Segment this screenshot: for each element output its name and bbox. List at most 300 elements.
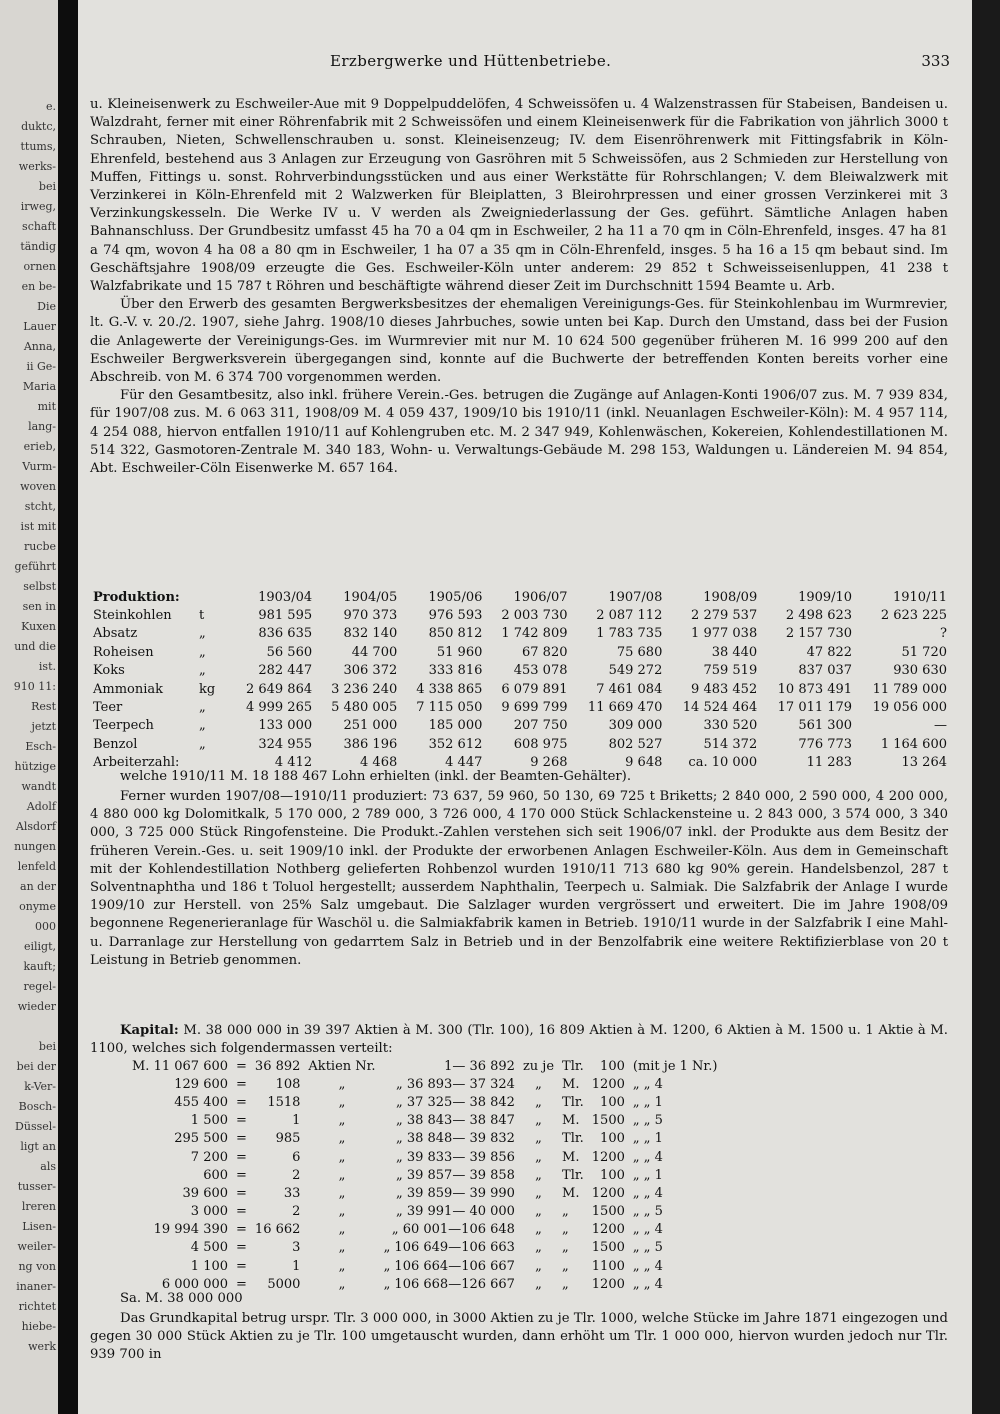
shares-cell: „ 106 664—106 667 bbox=[383, 1258, 515, 1274]
production-label: Produktion: bbox=[93, 589, 180, 605]
capital-text: M. 38 000 000 in 39 397 Aktien à M. 300 (Tlr. 100), 16 809 Aktien à M. 1200, 6 Aktien à M. 1500 u. 1 Aktie à M. 1100, welches sich folgendermassen verteilt: bbox=[90, 1023, 948, 1057]
production-row bbox=[90, 735, 950, 753]
further-paragraph: Ferner wurden 1907/08—1910/11 produziert: 73 637, 59 960, 50 130, 69 725 t Briketts; 2 840 000, 2 590 000, 4 200 000, 4 880 000 kg Dolomitkalk, 5 170 000, 2 789 000, 3 726 000, 4 170 000 Stück Schlackensteine u. 2 843 000, 3 574 000, 3 340 000, 3 725 000 Stück Ringofensteine. Die Produkt.-Zahlen verstehen sich seit 1906/07 inkl. der Produkte aus dem Besitz der früheren Verein.-Ges. u. seit 1909/10 inkl. der Produkte der erworbenen Anlagen Eschweiler-Köln. Aus dem in Gemeinschaft mit der Kohlendestillation Nothberg gelieferten Rohbenzol wurden 1910/11 713 680 kg 90% gerein. Handelsbenzol, 287 t Solventnaphtha und 186 t Toluol hergestellt; ausserdem Naphthalin, Teerpech u. Salmiak. Die Salzfabrik der Anlage I wurde 1909/10 zur Herstell. von 25% Salz umgebaut. Die Salzlager wurden vergrössert und erweitert. Die im Jahre 1908/09 begonnene Regenerieranlage für Waschöl u. die Salmiakfabrik kamen in Betrieb. 1910/11 wurde in der Salzfabrik I eine Mahl- u. Darranlage zur Herstellung von gedarrtem Salz in Betrieb und in der Benzolfabrik eine weitere Rektifizierblase von 20 t Leistung in Betrieb genommen. bbox=[90, 789, 948, 968]
unit-cell bbox=[196, 588, 230, 606]
wages-line bbox=[90, 768, 948, 786]
shares-cell: „ 106 668—126 667 bbox=[383, 1276, 515, 1292]
production-row bbox=[90, 698, 950, 716]
left-margin-fragment: wandt bbox=[21, 780, 56, 793]
left-margin-fragment: werks- bbox=[18, 160, 56, 173]
shares-cell: „ „ 1 bbox=[632, 1131, 663, 1147]
value-cell: 185 000 bbox=[428, 718, 483, 734]
shares-cell: „ bbox=[338, 1113, 346, 1129]
shares-cell: 33 bbox=[283, 1185, 301, 1201]
left-margin-fragment: bei bbox=[38, 180, 56, 193]
left-margin-fragment: Adolf bbox=[26, 800, 56, 813]
row-label: Ammoniak bbox=[93, 681, 164, 697]
shares-cell: „ bbox=[338, 1258, 346, 1274]
shares-cell: 108 bbox=[275, 1076, 301, 1092]
shares-cell: „ bbox=[562, 1204, 569, 1220]
left-margin-fragment: lenfeld bbox=[17, 860, 56, 873]
shares-cell: „ bbox=[562, 1240, 569, 1256]
row-label: Arbeiterzahl: bbox=[93, 755, 180, 771]
row-label: Teerpech bbox=[93, 718, 154, 734]
shares-cell: „ „ 4 bbox=[632, 1222, 663, 1238]
value-cell: 4 447 bbox=[445, 755, 483, 771]
shares-cell: „ bbox=[535, 1222, 542, 1238]
left-margin-fragment: und die bbox=[14, 640, 56, 653]
value-cell: 970 373 bbox=[343, 608, 398, 624]
shares-cell: 5000 bbox=[267, 1276, 301, 1292]
shares-cell: 100 bbox=[600, 1131, 625, 1147]
value-cell: 2 003 730 bbox=[501, 608, 568, 624]
left-margin-fragment: Rest bbox=[31, 700, 56, 713]
left-margin-fragment: k-Ver- bbox=[24, 1080, 56, 1093]
value-cell: 832 140 bbox=[343, 626, 398, 642]
value-cell: 38 440 bbox=[711, 644, 758, 660]
value-cell: 330 520 bbox=[703, 718, 758, 734]
value-cell: ? bbox=[940, 626, 947, 642]
final-paragraph: Das Grundkapital betrug urspr. Tlr. 3 000 000, in 3000 Aktien zu je Tlr. 1000, welche Stücke im Jahre 1871 eingezogen und gegen 30 000 Stück Aktien zu je Tlr. 100 umgetauscht wurden, dann erhöht um Tlr. 1 000 000, hiervon wurden jedoch nur Tlr. 939 700 in bbox=[90, 1311, 948, 1363]
value-cell: 67 820 bbox=[522, 644, 568, 660]
value-cell: 352 612 bbox=[428, 736, 483, 752]
shares-cell: „ „ 1 bbox=[632, 1094, 663, 1110]
shares-cell: 1200 bbox=[591, 1076, 625, 1092]
shares-cell: „ 39 859— 39 990 bbox=[395, 1185, 515, 1201]
shares-row bbox=[128, 1093, 721, 1111]
shares-cell: „ bbox=[535, 1149, 542, 1165]
shares-cell: 129 600 bbox=[174, 1076, 229, 1092]
shares-cell: „ bbox=[535, 1276, 542, 1292]
shares-cell: 1 500 bbox=[190, 1113, 229, 1129]
shares-cell: 1500 bbox=[591, 1240, 625, 1256]
shares-cell: M. bbox=[562, 1076, 580, 1092]
shares-cell: „ „ 1 bbox=[632, 1167, 663, 1183]
left-margin-fragment: werk bbox=[28, 1340, 56, 1353]
production-table bbox=[90, 588, 950, 772]
shares-row bbox=[128, 1112, 721, 1130]
left-margin-fragment: eiligt, bbox=[23, 940, 56, 953]
value-cell: 2 649 864 bbox=[245, 681, 313, 697]
value-cell: 608 975 bbox=[513, 736, 568, 752]
shares-cell: M. bbox=[562, 1113, 580, 1129]
value-cell: 776 773 bbox=[798, 736, 853, 752]
left-margin-fragment: Maria bbox=[22, 380, 56, 393]
shares-cell: = bbox=[236, 1131, 247, 1147]
value-cell: 3 236 240 bbox=[331, 681, 398, 697]
left-margin-fragment: en be- bbox=[21, 280, 56, 293]
total-text: Sa. M. 38 000 000 bbox=[120, 1291, 243, 1306]
value-cell: 2 157 730 bbox=[785, 626, 853, 642]
value-cell: ca. 10 000 bbox=[688, 755, 758, 771]
left-margin-fragment: richtet bbox=[18, 1300, 56, 1313]
page-header bbox=[78, 52, 972, 74]
paragraph-acquisition: Über den Erwerb des gesamten Bergwerksbesitzes der ehemaligen Vereinigungs-Ges. für Steinkohlenbau im Wurmrevier, lt. G.-V. v. 20./2. 1907, siehe Jahrg. 1908/10 dieses Jahrbuches, sowie unten bei Kap. Durch den Umstand, dass bei der Fusion die Anlagewerte der Vereinigungs-Ges. im Wurmrevier mit nur M. 10 624 500 gegenüber früheren M. 16 999 200 auf den Eschweiler Bergwerksverein übergegangen sind, konnte auf die Buchwerte der betreffenden Konten bereits vorher eine Abschreib. von M. 6 374 700 vorgenommen werden. bbox=[90, 297, 948, 386]
shares-cell: 6 bbox=[292, 1149, 301, 1165]
left-margin-fragment: mit bbox=[37, 400, 56, 413]
shares-cell: 100 bbox=[600, 1094, 625, 1110]
shares-cell: „ „ 4 bbox=[632, 1185, 663, 1201]
left-margin-fragment: lreren bbox=[21, 1200, 56, 1213]
row-label: Roheisen bbox=[93, 644, 154, 660]
shares-cell: M. 11 067 600 bbox=[132, 1058, 229, 1074]
value-cell: 309 000 bbox=[608, 718, 663, 734]
shares-cell: 1 bbox=[292, 1258, 301, 1274]
shares-cell: = bbox=[236, 1258, 247, 1274]
shares-cell: M. bbox=[562, 1149, 580, 1165]
row-label: Absatz bbox=[93, 626, 138, 642]
shares-cell: = bbox=[236, 1204, 247, 1220]
shares-cell: „ bbox=[535, 1204, 542, 1220]
value-cell: 4 338 865 bbox=[416, 681, 483, 697]
value-cell: 2 623 225 bbox=[880, 608, 947, 624]
shares-cell: 1 bbox=[292, 1113, 301, 1129]
shares-cell: = bbox=[236, 1076, 247, 1092]
value-cell: 19 056 000 bbox=[872, 700, 947, 716]
shares-cell: 19 994 390 bbox=[153, 1222, 229, 1238]
value-cell: 51 720 bbox=[901, 644, 947, 660]
value-cell: 5 480 005 bbox=[331, 700, 398, 716]
value-cell: 514 372 bbox=[703, 736, 758, 752]
value-cell: 453 078 bbox=[513, 663, 568, 679]
row-label: Teer bbox=[93, 700, 123, 716]
left-margin-fragment: e. bbox=[45, 100, 56, 113]
paragraph-additions: Für den Gesamtbesitz, also inkl. frühere Verein.-Ges. betrugen die Zugänge auf Anlagen-Konti 1906/07 zus. M. 7 939 834, für 1907/08 zus. M. 6 063 311, 1908/09 M. 4 059 437, 1909/10 bis 1910/11 (inkl. Neuanlagen Eschweiler-Köln): M. 4 957 114, 4 254 088, hiervon entfallen 1910/11 auf Kohlengruben etc. M. 2 347 949, Kohlenwäschen, Kokereien, Kohlendestillationen M. 514 322, Gasmotoren-Zentrale M. 340 183, Wohn- u. Verwaltungs-Gebäude M. 298 153, Waldungen u. Ländereien M. 94 854, Abt. Eschweiler-Cöln Eisenwerke M. 657 164. bbox=[90, 388, 948, 477]
production-row bbox=[90, 643, 950, 661]
shares-cell: 39 600 bbox=[182, 1185, 229, 1201]
row-label: Koks bbox=[93, 663, 125, 679]
left-margin-fragment: kauft; bbox=[23, 960, 56, 973]
shares-cell: „ „ 4 bbox=[632, 1276, 663, 1292]
shares-cell: 100 bbox=[600, 1058, 625, 1074]
shares-cell: „ bbox=[535, 1240, 542, 1256]
value-cell: 9 699 799 bbox=[501, 700, 568, 716]
shares-cell: „ bbox=[338, 1222, 346, 1238]
value-cell: 4 999 265 bbox=[245, 700, 313, 716]
shares-cell: = bbox=[236, 1094, 247, 1110]
shares-cell: 2 bbox=[292, 1204, 301, 1220]
left-margin-fragment: als bbox=[40, 1160, 56, 1173]
shares-cell: „ „ 4 bbox=[632, 1149, 663, 1165]
left-margin-fragment: ng von bbox=[18, 1260, 56, 1273]
left-margin-fragment: Alsdorf bbox=[15, 820, 56, 833]
shares-cell: 36 892 bbox=[254, 1058, 301, 1074]
shares-cell: „ 38 848— 39 832 bbox=[395, 1131, 515, 1147]
shares-row bbox=[128, 1184, 721, 1202]
book-gutter bbox=[58, 0, 78, 1414]
value-cell: 9 483 452 bbox=[691, 681, 758, 697]
shares-cell: 600 bbox=[203, 1167, 229, 1183]
value-cell: 561 300 bbox=[798, 718, 853, 734]
shares-cell: „ bbox=[535, 1167, 542, 1183]
left-margin-fragment: irweg, bbox=[20, 200, 56, 213]
shares-cell: = bbox=[236, 1222, 247, 1238]
shares-cell: = bbox=[236, 1058, 247, 1074]
unit-cell: t bbox=[199, 608, 205, 624]
value-cell: 333 816 bbox=[428, 663, 483, 679]
shares-cell: „ bbox=[338, 1240, 346, 1256]
left-margin-fragment: onyme bbox=[19, 900, 56, 913]
shares-cell: = bbox=[236, 1113, 247, 1129]
value-cell: 981 595 bbox=[258, 608, 313, 624]
shares-cell: „ 36 893— 37 324 bbox=[395, 1076, 515, 1092]
left-margin-fragment: jetzt bbox=[31, 720, 56, 733]
shares-cell: = bbox=[236, 1276, 247, 1292]
value-cell: 207 750 bbox=[513, 718, 568, 734]
value-cell: 306 372 bbox=[343, 663, 398, 679]
left-margin-fragment: hiebe- bbox=[21, 1320, 56, 1333]
left-margin-fragment: ttums, bbox=[20, 140, 56, 153]
year-header: 1904/05 bbox=[343, 589, 398, 605]
shares-cell: 1— 36 892 bbox=[444, 1058, 515, 1074]
value-cell: 75 680 bbox=[616, 644, 663, 660]
value-cell: 837 037 bbox=[798, 663, 853, 679]
wages-text: welche 1910/11 M. 18 188 467 Lohn erhielten (inkl. der Beamten-Gehälter). bbox=[120, 769, 632, 784]
left-margin-fragment: stcht, bbox=[24, 500, 56, 513]
unit-cell: „ bbox=[199, 626, 206, 642]
left-margin-fragment: selbst bbox=[23, 580, 56, 593]
value-cell: 324 955 bbox=[258, 736, 313, 752]
value-cell: 6 079 891 bbox=[501, 681, 568, 697]
value-cell: 1 742 809 bbox=[501, 626, 568, 642]
shares-cell: „ bbox=[535, 1185, 542, 1201]
left-margin-fragment: Vurm- bbox=[22, 460, 56, 473]
value-cell: 836 635 bbox=[258, 626, 313, 642]
value-cell: 4 412 bbox=[274, 755, 313, 771]
left-page-edge bbox=[0, 0, 58, 1414]
value-cell: 11 669 470 bbox=[587, 700, 663, 716]
shares-cell: 6 000 000 bbox=[161, 1276, 229, 1292]
intro-text bbox=[90, 96, 948, 478]
year-header: 1903/04 bbox=[258, 589, 313, 605]
shares-cell: „ bbox=[562, 1222, 569, 1238]
unit-cell: „ bbox=[199, 644, 206, 660]
left-margin-fragment: lang- bbox=[28, 420, 56, 433]
left-margin-fragment: Anna, bbox=[23, 340, 56, 353]
shares-row bbox=[128, 1057, 721, 1075]
unit-cell: „ bbox=[199, 736, 206, 752]
shares-cell: 985 bbox=[275, 1131, 301, 1147]
year-header: 1908/09 bbox=[703, 589, 758, 605]
shares-cell: „ bbox=[338, 1204, 346, 1220]
left-margin-fragment: ist. bbox=[38, 660, 56, 673]
shares-cell: 7 200 bbox=[190, 1149, 229, 1165]
shares-cell: Aktien Nr. bbox=[308, 1058, 376, 1074]
shares-table bbox=[128, 1057, 721, 1293]
value-cell: 4 468 bbox=[360, 755, 398, 771]
shares-cell: 295 500 bbox=[174, 1131, 229, 1147]
shares-cell: 1200 bbox=[591, 1185, 625, 1201]
left-margin-fragment: Bosch- bbox=[18, 1100, 56, 1113]
value-cell: 759 519 bbox=[703, 663, 758, 679]
shares-cell: = bbox=[236, 1185, 247, 1201]
shares-cell: „ bbox=[338, 1094, 346, 1110]
left-margin-fragment: wieder bbox=[17, 1000, 56, 1013]
value-cell: 13 264 bbox=[901, 755, 947, 771]
shares-cell: „ bbox=[338, 1276, 346, 1292]
shares-row bbox=[128, 1203, 721, 1221]
page-number: 333 bbox=[921, 52, 950, 70]
value-cell: 11 283 bbox=[806, 755, 853, 771]
left-margin-fragment: 000 bbox=[35, 920, 56, 933]
production-row bbox=[90, 606, 950, 624]
shares-cell: „ bbox=[338, 1185, 346, 1201]
year-header: 1910/11 bbox=[892, 589, 947, 605]
value-cell: 802 527 bbox=[608, 736, 663, 752]
value-cell: 133 000 bbox=[258, 718, 313, 734]
value-cell: 930 630 bbox=[893, 663, 947, 679]
shares-cell: 3 000 bbox=[190, 1204, 229, 1220]
left-margin-fragment: duktc, bbox=[21, 120, 56, 133]
left-margin-fragment: 910 11: bbox=[13, 680, 56, 693]
shares-cell: Tlr. bbox=[562, 1131, 584, 1147]
value-cell: 1 164 600 bbox=[880, 736, 947, 752]
shares-row bbox=[128, 1166, 721, 1184]
shares-cell: „ bbox=[338, 1149, 346, 1165]
shares-row bbox=[128, 1257, 721, 1275]
left-margin-fragment: bei bbox=[38, 1040, 56, 1053]
left-margin-fragment: geführt bbox=[14, 560, 56, 573]
left-margin-fragment: bei der bbox=[16, 1060, 56, 1073]
value-cell: — bbox=[934, 718, 947, 734]
shares-cell: 2 bbox=[292, 1167, 301, 1183]
unit-cell: kg bbox=[199, 681, 216, 697]
value-cell: 14 524 464 bbox=[682, 700, 758, 716]
shares-cell: 4 500 bbox=[190, 1240, 229, 1256]
year-header: 1907/08 bbox=[608, 589, 663, 605]
shares-cell: 16 662 bbox=[254, 1222, 301, 1238]
shares-cell: „ „ 5 bbox=[632, 1240, 663, 1256]
left-margin-fragment: Esch- bbox=[25, 740, 56, 753]
production-row bbox=[90, 680, 950, 698]
shares-cell: = bbox=[236, 1149, 247, 1165]
left-margin-fragment: ornen bbox=[23, 260, 56, 273]
year-header: 1909/10 bbox=[798, 589, 853, 605]
value-cell: 47 822 bbox=[806, 644, 853, 660]
year-header: 1905/06 bbox=[428, 589, 483, 605]
value-cell: 51 960 bbox=[436, 644, 483, 660]
shares-cell: „ bbox=[535, 1258, 542, 1274]
shares-cell: zu je bbox=[522, 1058, 555, 1074]
capital-paragraph bbox=[90, 1022, 948, 1058]
value-cell: 2 087 112 bbox=[596, 608, 663, 624]
left-margin-fragment: Lauer bbox=[23, 320, 56, 333]
value-cell: 386 196 bbox=[343, 736, 398, 752]
left-margin-fragment: hützige bbox=[14, 760, 56, 773]
further-production bbox=[90, 788, 948, 970]
capital-total bbox=[90, 1290, 948, 1308]
book-page bbox=[78, 0, 972, 1414]
shares-cell: „ bbox=[535, 1094, 542, 1110]
row-label: Steinkohlen bbox=[93, 608, 172, 624]
shares-cell: 1500 bbox=[591, 1204, 625, 1220]
left-margin-fragment: Lisen- bbox=[22, 1220, 56, 1233]
unit-cell: „ bbox=[199, 718, 206, 734]
shares-cell: 1500 bbox=[591, 1113, 625, 1129]
shares-cell: „ bbox=[562, 1276, 569, 1292]
value-cell: 1 783 735 bbox=[596, 626, 663, 642]
shares-cell: 455 400 bbox=[174, 1094, 229, 1110]
value-cell: 282 447 bbox=[258, 663, 313, 679]
left-margin-fragment: Düssel- bbox=[15, 1120, 56, 1133]
left-margin-fragment: woven bbox=[20, 480, 56, 493]
shares-row bbox=[128, 1148, 721, 1166]
shares-cell: Tlr. bbox=[562, 1094, 584, 1110]
shares-row bbox=[128, 1130, 721, 1148]
production-row bbox=[90, 717, 950, 735]
shares-cell: = bbox=[236, 1240, 247, 1256]
shares-cell: 3 bbox=[292, 1240, 301, 1256]
running-title: Erzbergwerke und Hüttenbetriebe. bbox=[330, 52, 612, 70]
left-margin-fragment: schaft bbox=[22, 220, 56, 233]
shares-cell: = bbox=[236, 1167, 247, 1183]
shares-cell: „ „ 4 bbox=[632, 1258, 663, 1274]
shares-cell: „ bbox=[338, 1131, 346, 1147]
left-margin-fragment: rucbe bbox=[23, 540, 56, 553]
shares-cell: „ 38 843— 38 847 bbox=[395, 1113, 515, 1129]
row-label: Benzol bbox=[93, 736, 138, 752]
left-margin-fragment: weiler- bbox=[17, 1240, 56, 1253]
left-margin-fragment: nungen bbox=[14, 840, 56, 853]
shares-cell: „ bbox=[338, 1076, 346, 1092]
shares-cell: „ bbox=[338, 1167, 346, 1183]
shares-row bbox=[128, 1075, 721, 1093]
shares-cell: „ 39 833— 39 856 bbox=[395, 1149, 515, 1165]
value-cell: 17 011 179 bbox=[777, 700, 853, 716]
left-margin-fragment: an der bbox=[20, 880, 56, 893]
left-margin-fragment: ist mit bbox=[20, 520, 56, 533]
shares-cell: 1200 bbox=[591, 1276, 625, 1292]
value-cell: 10 873 491 bbox=[777, 681, 853, 697]
left-margin-fragment: Die bbox=[37, 300, 56, 313]
shares-cell: Tlr. bbox=[562, 1058, 584, 1074]
shares-row bbox=[128, 1239, 721, 1257]
left-margin-fragment: inaner- bbox=[16, 1280, 56, 1293]
shares-cell: 1518 bbox=[267, 1094, 301, 1110]
shares-cell: „ bbox=[535, 1076, 542, 1092]
value-cell: 850 812 bbox=[428, 626, 483, 642]
paragraph-plants: u. Kleineisenwerk zu Eschweiler-Aue mit 9 Doppelpuddelöfen, 4 Schweissöfen u. 4 Walzenstrassen für Stabeisen, Bandeisen u. Walzdraht, ferner mit einer Röhrenfabrik mit 2 Schweissöfen und einem Kleineisenwerk für die Fabrikation von jährlich 3000 t Schrauben, Nieten, Schwellenschrauben u. sonst. Kleineisenzeug; IV. dem Eisenröhrenwerk mit Fittingsfabrik in Köln-Ehrenfeld, bestehend aus 3 Anlagen zur Erzeugung von Gasröhren mit 5 Schweissöfen, aus 2 Schmieden zur Herstellung von Muffen, Fittings u. sonst. Rohrverbindungsstücken und aus einer Werkstätte für Rohrschlangen; V. dem Bleiwalzwerk mit Verzinkerei in Köln-Ehrenfeld mit 2 Walzwerken für Bleiplatten, 3 Bleirohrpressen und einer grossen Verzinkerei mit 3 Verzinkungskesseln. Die Werke IV u. V werden als Zweigniederlassung der Ges. geführt. Sämtliche Anlagen haben Bahnanschluss. Der Grundbesitz umfasst 45 ha 70 a 04 qm in Eschweiler, 2 ha 11 a 70 qm in Cöln-Ehrenfeld, insges. 47 ha 81 a 74 qm, wovon 4 ha 08 a 80 qm in Eschweiler, 1 ha 07 a 35 qm in Cöln-Ehrenfeld, insges. 5 ha 16 a 15 qm bebaut sind. Im Geschäftsjahre 1908/09 erzeugte die Ges. Eschweiler-Köln unter anderem: 29 852 t Schweisseisenluppen, 41 238 t Walzfabrikate und 15 787 t Röhren und beschäftigte während dieser Zeit im Durchschnitt 1594 Beamte u. Arb. bbox=[90, 97, 948, 295]
value-cell: 2 498 623 bbox=[785, 608, 853, 624]
shares-cell: „ bbox=[562, 1258, 569, 1274]
value-cell: 9 268 bbox=[530, 755, 568, 771]
value-cell: 1 977 038 bbox=[691, 626, 758, 642]
shares-cell: „ bbox=[535, 1113, 542, 1129]
shares-cell: „ „ 5 bbox=[632, 1204, 663, 1220]
shares-cell: 1200 bbox=[591, 1222, 625, 1238]
shares-cell: „ 39 857— 39 858 bbox=[395, 1167, 515, 1183]
left-margin-fragment: ligt an bbox=[20, 1140, 56, 1153]
right-page-edge bbox=[972, 0, 1000, 1414]
shares-row bbox=[128, 1221, 721, 1239]
left-margin-fragment: Kuxen bbox=[21, 620, 56, 633]
left-margin-fragment: sen in bbox=[22, 600, 56, 613]
value-cell: 549 272 bbox=[608, 663, 663, 679]
capital-label: Kapital: bbox=[120, 1023, 179, 1038]
shares-cell: „ bbox=[535, 1131, 542, 1147]
value-cell: 56 560 bbox=[266, 644, 313, 660]
capital-section bbox=[90, 1022, 948, 1058]
left-margin-fragment: tändig bbox=[20, 240, 56, 253]
shares-cell: 1100 bbox=[591, 1258, 625, 1274]
unit-cell: „ bbox=[199, 663, 206, 679]
shares-cell: 1200 bbox=[591, 1149, 625, 1165]
value-cell: 7 461 084 bbox=[596, 681, 663, 697]
value-cell: 251 000 bbox=[343, 718, 398, 734]
value-cell: 976 593 bbox=[428, 608, 483, 624]
value-cell: 11 789 000 bbox=[872, 681, 947, 697]
production-row bbox=[90, 662, 950, 680]
